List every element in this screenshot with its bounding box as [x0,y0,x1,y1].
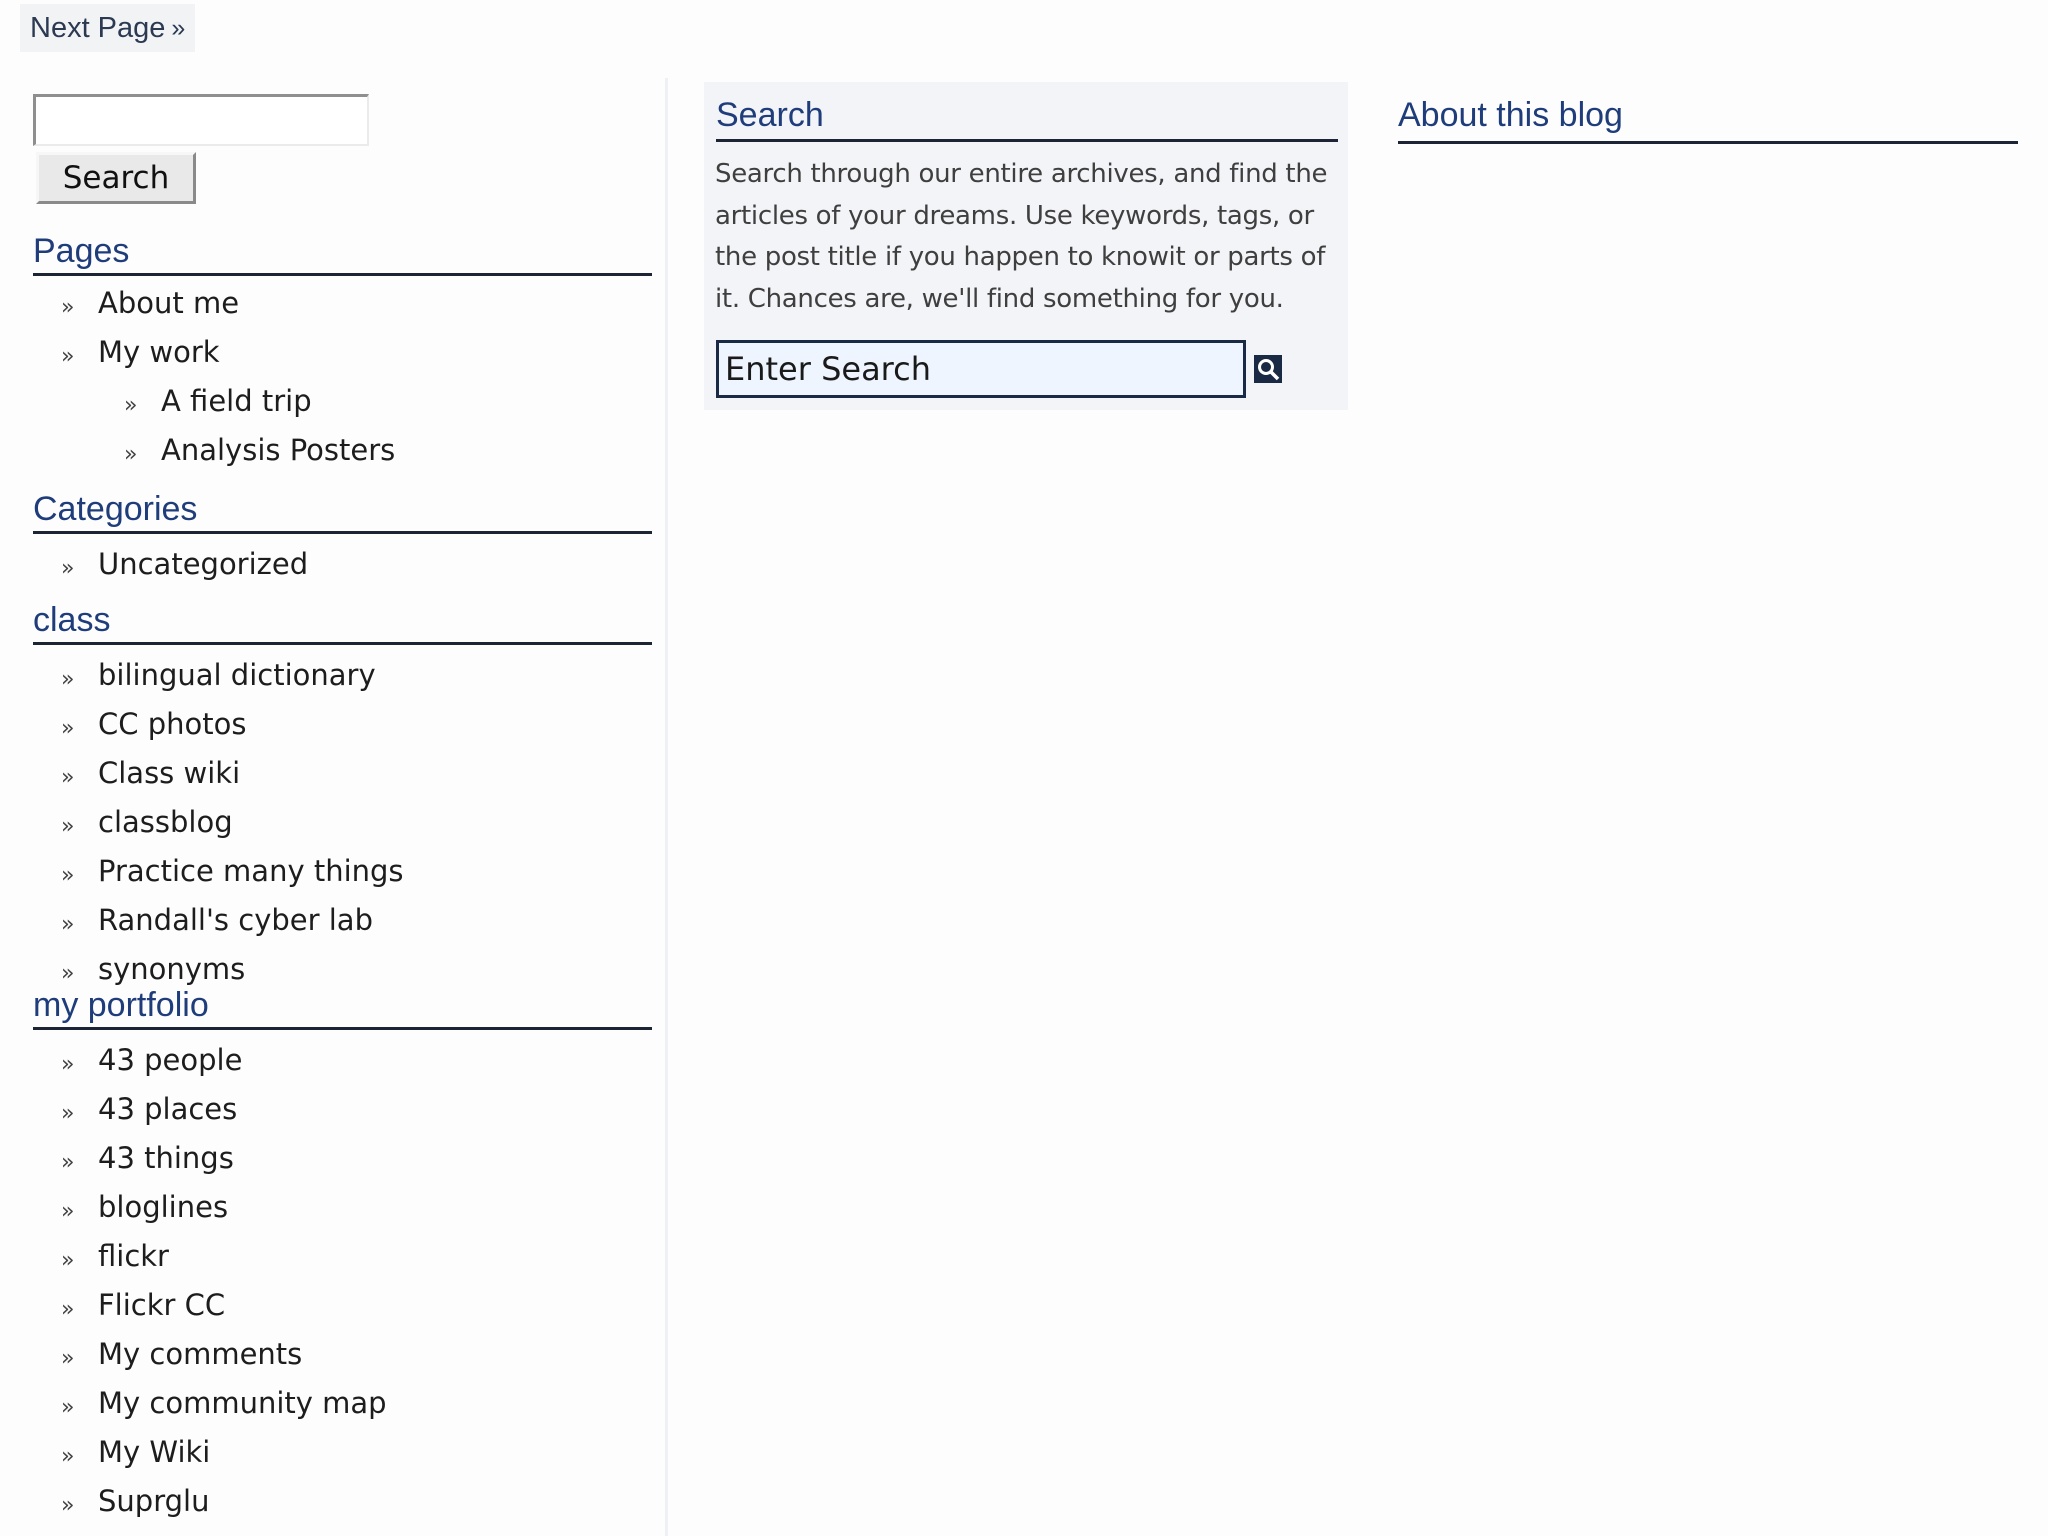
sidebar-link[interactable]: My comments [98,1337,303,1371]
sidebar-list-item [33,1477,652,1526]
raquo-bullet-icon: » [61,1150,75,1175]
sidebar-list-item [33,1036,652,1085]
search-panel-title: Search [716,92,1338,142]
raquo-bullet-icon: » [61,716,75,741]
sidebar-link[interactable]: My Wiki [98,1435,211,1469]
search-go-icon[interactable] [1253,354,1283,384]
sidebar-link[interactable]: CC photos [98,707,247,741]
sidebar-link[interactable]: Analysis Posters [161,433,396,467]
sidebar-link[interactable]: Suprglu [98,1484,210,1518]
raquo-bullet-icon: » [124,442,138,467]
sidebar-search-input[interactable] [33,94,369,146]
sidebar-list-item [33,798,652,847]
sidebar-section [33,984,652,1526]
sidebar-list-item [33,1085,652,1134]
next-page-arrow-icon: » [171,13,186,42]
sidebar-list-item [33,377,652,426]
search-panel [704,82,1348,410]
about-section [1398,92,2018,144]
sidebar-link[interactable]: 43 things [98,1141,234,1175]
raquo-bullet-icon: » [61,814,75,839]
raquo-bullet-icon: » [61,863,75,888]
sidebar-link[interactable]: Randall's cyber lab [98,903,373,937]
raquo-bullet-icon: » [61,1297,75,1322]
sidebar-link[interactable]: synonyms [98,952,246,986]
about-title: About this blog [1398,92,2018,144]
raquo-bullet-icon: » [61,1052,75,1077]
column-divider [665,78,668,1536]
sidebar-link[interactable]: 43 places [98,1092,238,1126]
sidebar-list-item [33,279,652,328]
sidebar-link[interactable]: Practice many things [98,854,404,888]
sidebar-list-item [33,1330,652,1379]
next-page-label: Next Page [30,11,166,44]
sidebar-link[interactable]: bilingual dictionary [98,658,376,692]
sidebar-list-item [33,896,652,945]
sidebar-link[interactable]: 43 people [98,1043,243,1077]
raquo-bullet-icon: » [61,556,75,581]
sidebar-link[interactable]: classblog [98,805,233,839]
search-panel-input[interactable] [716,340,1246,398]
sidebar-section-title: my portfolio [33,984,652,1030]
sidebar-list-item [33,651,652,700]
raquo-bullet-icon: » [61,961,75,986]
raquo-bullet-icon: » [61,1101,75,1126]
sidebar-list-item [33,847,652,896]
sidebar-link[interactable]: bloglines [98,1190,229,1224]
sidebar-list-item [33,1379,652,1428]
search-panel-description: Search through our entire archives, and find the articles of your dreams. Use keywords, tags, or the post title if you happen to knowit or parts of it. Chances are, we'll find something for you. [715,159,1328,314]
raquo-bullet-icon: » [61,1493,75,1518]
raquo-bullet-icon: » [61,1395,75,1420]
next-page-link[interactable] [20,4,195,52]
sidebar-list-item [33,700,652,749]
raquo-bullet-icon: » [61,912,75,937]
sidebar-link[interactable]: Uncategorized [98,547,309,581]
sidebar-list-item [33,1134,652,1183]
sidebar-section [33,488,652,589]
raquo-bullet-icon: » [124,393,138,418]
sidebar-section-list [33,1036,652,1526]
sidebar-list-item [33,749,652,798]
sidebar-list-item [33,1281,652,1330]
sidebar-section-title: class [33,599,652,645]
sidebar-list-item [33,426,652,475]
sidebar-link[interactable]: My work [98,335,220,369]
raquo-bullet-icon: » [61,344,75,369]
sidebar-list-item [33,1232,652,1281]
raquo-bullet-icon: » [61,765,75,790]
raquo-bullet-icon: » [61,1346,75,1371]
sidebar-section-list [33,540,652,589]
sidebar-link[interactable]: A field trip [161,384,312,418]
sidebar-section-list [33,651,652,994]
sidebar-link[interactable]: About me [98,286,240,320]
sidebar-link[interactable]: My community map [98,1386,387,1420]
sidebar-section [33,230,652,475]
sidebar-list-item [33,540,652,589]
sidebar-section-list [33,279,652,475]
sidebar-search-button[interactable]: Search [36,152,196,204]
sidebar-section-title: Pages [33,230,652,276]
raquo-bullet-icon: » [61,1248,75,1273]
sidebar-list-item [33,1183,652,1232]
sidebar [33,90,652,1536]
sidebar-section [33,599,652,994]
sidebar-list-item [33,1428,652,1477]
raquo-bullet-icon: » [61,667,75,692]
raquo-bullet-icon: » [61,1199,75,1224]
sidebar-link[interactable]: Class wiki [98,756,241,790]
sidebar-link[interactable]: flickr [98,1239,169,1273]
sidebar-list-item [33,328,652,377]
raquo-bullet-icon: » [61,295,75,320]
sidebar-section-title: Categories [33,488,652,534]
sidebar-link[interactable]: Flickr CC [98,1288,226,1322]
raquo-bullet-icon: » [61,1444,75,1469]
